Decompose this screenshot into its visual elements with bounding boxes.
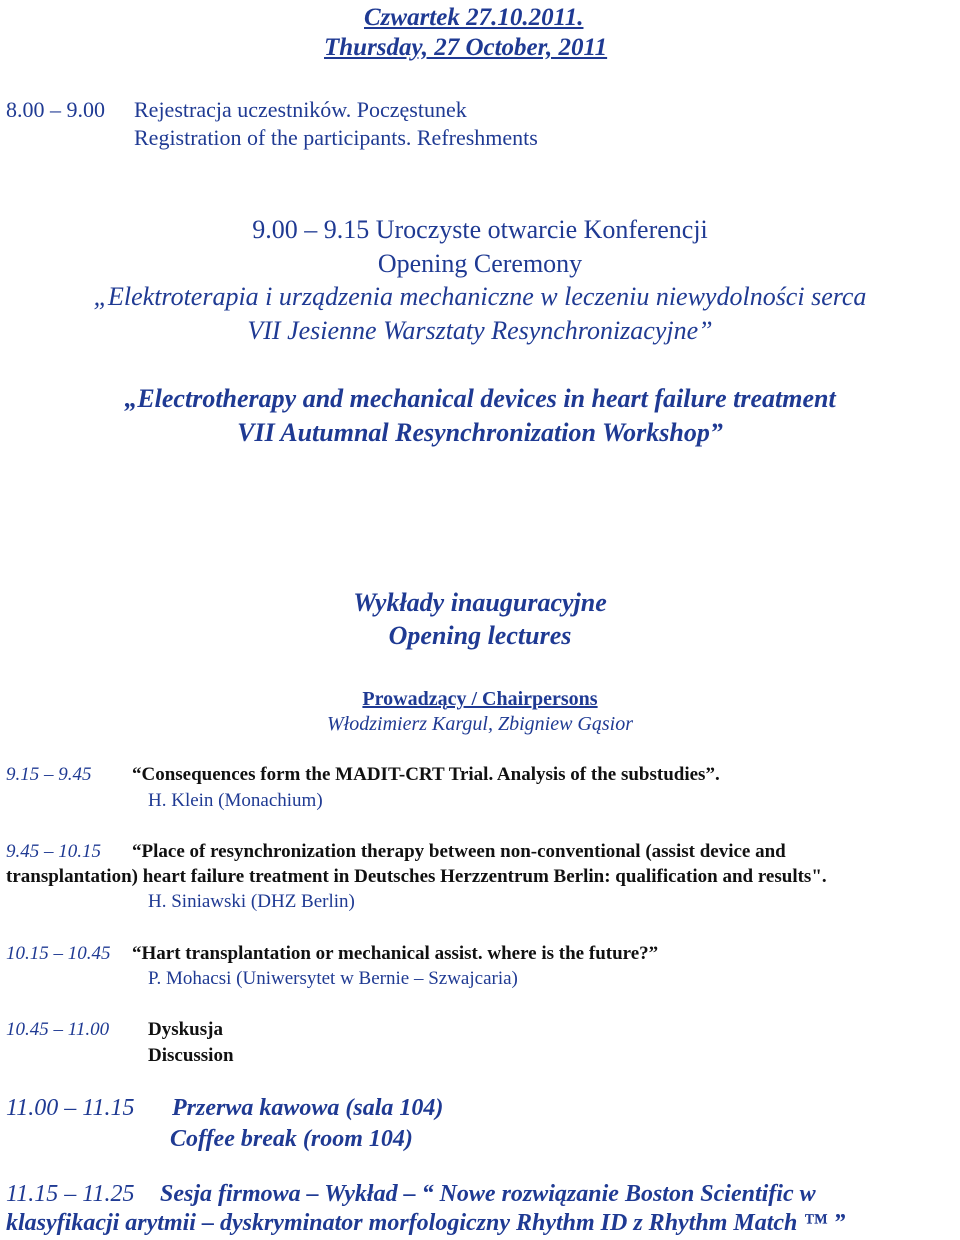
lectures-heading-pl: Wykłady inauguracyjne — [353, 588, 607, 617]
discussion-label-pl: Dyskusja — [148, 1019, 223, 1040]
session-time: 11.15 – 11.25 — [6, 1181, 135, 1207]
workshop-name-pl: VII Jesienne Warsztaty Resynchronizacyjne” — [247, 316, 713, 345]
coffee-break-label-en: Coffee break (room 104) — [170, 1126, 413, 1152]
date-heading-en: Thursday, 27 October, 2011 — [324, 34, 608, 61]
session-line-1: Sesja firmowa – Wykład – “ Nowe rozwiązanie Boston Scientific w — [160, 1181, 816, 1207]
schedule-title-1: “Consequences form the MADIT-CRT Trial. Analysis of the substudies”. — [132, 764, 720, 785]
schedule-time-3: 10.15 – 10.45 — [6, 943, 111, 964]
registration-line-pl: Rejestracja uczestników. Poczęstunek — [134, 97, 467, 122]
discussion-label-en: Discussion — [148, 1045, 234, 1066]
schedule-title-3: “Hart transplantation or mechanical assist. where is the future?” — [132, 943, 659, 964]
session-line-2: klasyfikacji arytmii – dyskryminator morfologiczny Rhythm ID z Rhythm Match ™ ” — [6, 1210, 846, 1236]
schedule-speaker-1: H. Klein (Monachium) — [148, 790, 323, 811]
chairpersons-names: Włodzimierz Kargul, Zbigniew Gąsior — [327, 713, 633, 735]
registration-line-en: Registration of the participants. Refreshments — [134, 125, 538, 150]
schedule-speaker-2: H. Siniawski (DHZ Berlin) — [148, 891, 355, 912]
schedule-speaker-3: P. Mohacsi (Uniwersytet w Bernie – Szwajcaria) — [148, 968, 518, 989]
coffee-break-label-pl: Przerwa kawowa (sala 104) — [172, 1095, 444, 1121]
conference-title-en: „Electrotherapy and mechanical devices in heart failure treatment — [124, 384, 836, 413]
opening-ceremony-pl: 9.00 – 9.15 Uroczyste otwarcie Konferencji — [252, 215, 708, 244]
schedule-title-2: “Place of resynchronization therapy between non-conventional (assist device and — [132, 841, 786, 862]
coffee-break-time: 11.00 – 11.15 — [6, 1095, 135, 1121]
chairpersons-label: Prowadzący / Chairpersons — [362, 688, 598, 710]
registration-time: 8.00 – 9.00 — [6, 97, 105, 122]
schedule-time-2: 9.45 – 10.15 — [6, 841, 101, 862]
conference-title-pl: „Elektroterapia i urządzenia mechaniczne w leczeniu niewydolności serca — [93, 282, 867, 311]
date-heading-pl: Czwartek 27.10.2011. — [364, 4, 584, 31]
opening-ceremony-en: Opening Ceremony — [377, 249, 583, 278]
lectures-heading-en: Opening lectures — [388, 621, 572, 650]
workshop-name-en: VII Autumnal Resynchronization Workshop” — [237, 418, 723, 447]
schedule-title-2-continued: transplantation) heart failure treatment in Deutsches Herzzentrum Berlin: qualification and results". — [6, 866, 827, 887]
schedule-time-1: 9.15 – 9.45 — [6, 764, 92, 785]
discussion-time: 10.45 – 11.00 — [6, 1019, 110, 1040]
